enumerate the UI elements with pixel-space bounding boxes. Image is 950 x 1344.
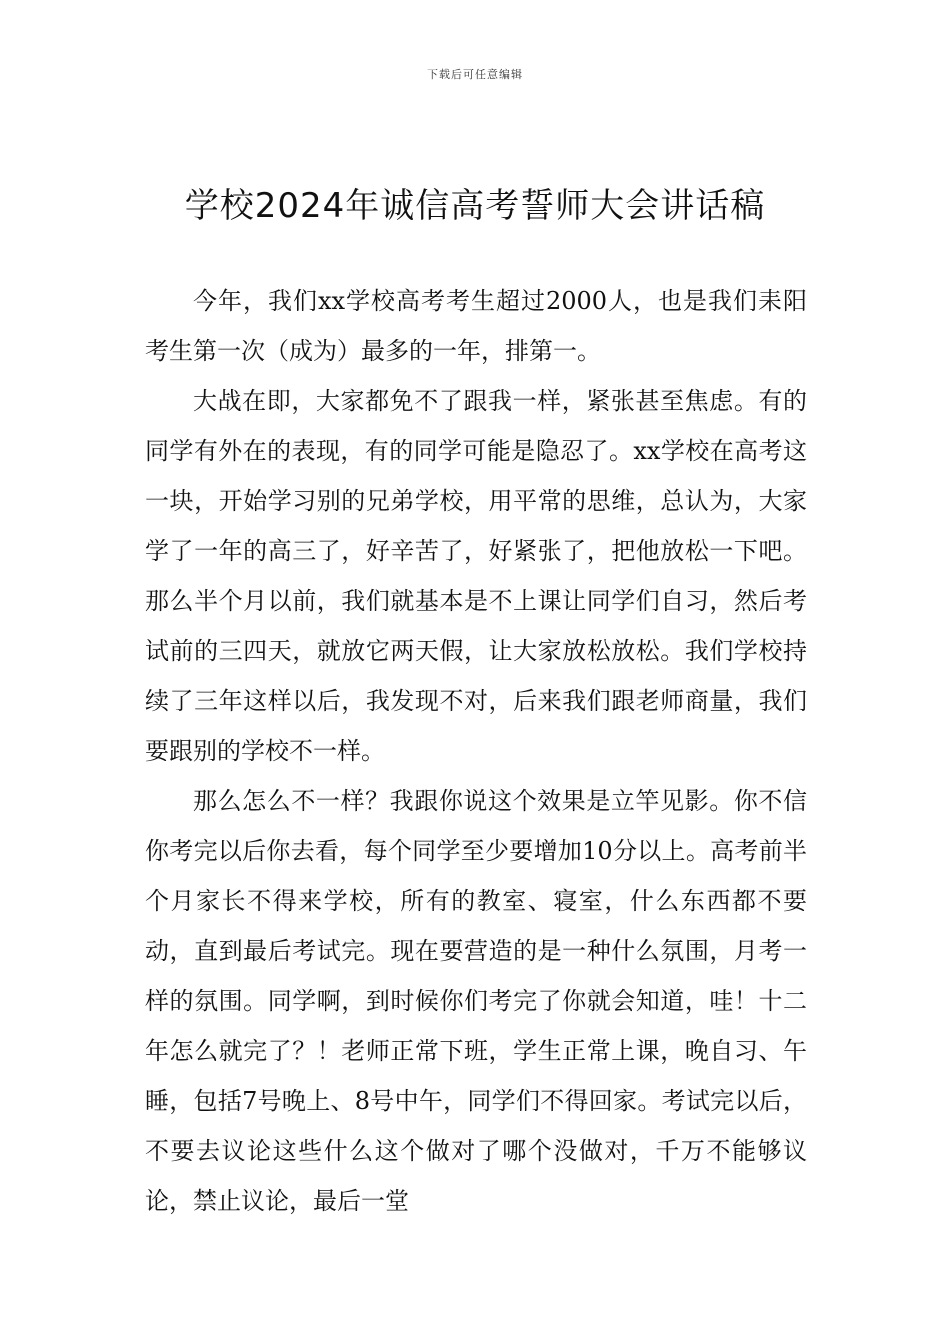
document-title: 学校2024年诚信高考誓师大会讲话稿 [184,186,766,226]
paragraph: 大战在即，大家都免不了跟我一样，紧张甚至焦虑。有的同学有外在的表现，有的同学可能是隐忍了。xx学校在高考这一块，开始学习别的兄弟学校，用平常的思维，总认为，大家学了一年的高三了，好辛苦了，好紧张了，把他放松一下吧。那么半个月以前，我们就基本是不上课让同学们自习，然后考试前的三四天，就放它两天假，让大家放松放松。我们学校持续了三年这样以后，我发现不对，后来我们跟老师商量，我们要跟别的学校不一样。 [145,387,807,765]
paragraph: 那么怎么不一样？我跟你说这个效果是立竿见影。你不信你考完以后你去看，每个同学至少要增加10分以上。高考前半个月家长不得来学校，所有的教室、寝室，什么东西都不要动，直到最后考试完。现在要营造的是一种什么氛围，月考一样的氛围。同学啊，到时候你们考完了你就会知道，哇！十二年怎么就完了？！老师正常下班，学生正常上课，晚自习、午睡，包括7号晚上、8号中午，同学们不得回家。考试完以后，不要去议论这些什么这个做对了哪个没做对，千万不能够议论，禁止议论，最后一堂 [145,787,807,1215]
paragraph: 今年，我们xx学校高考考生超过2000人，也是我们耒阳考生第一次（成为）最多的一年，排第一。 [145,287,807,365]
header-note: 下载后可任意编辑 [427,68,523,81]
document-body [145,276,807,1226]
